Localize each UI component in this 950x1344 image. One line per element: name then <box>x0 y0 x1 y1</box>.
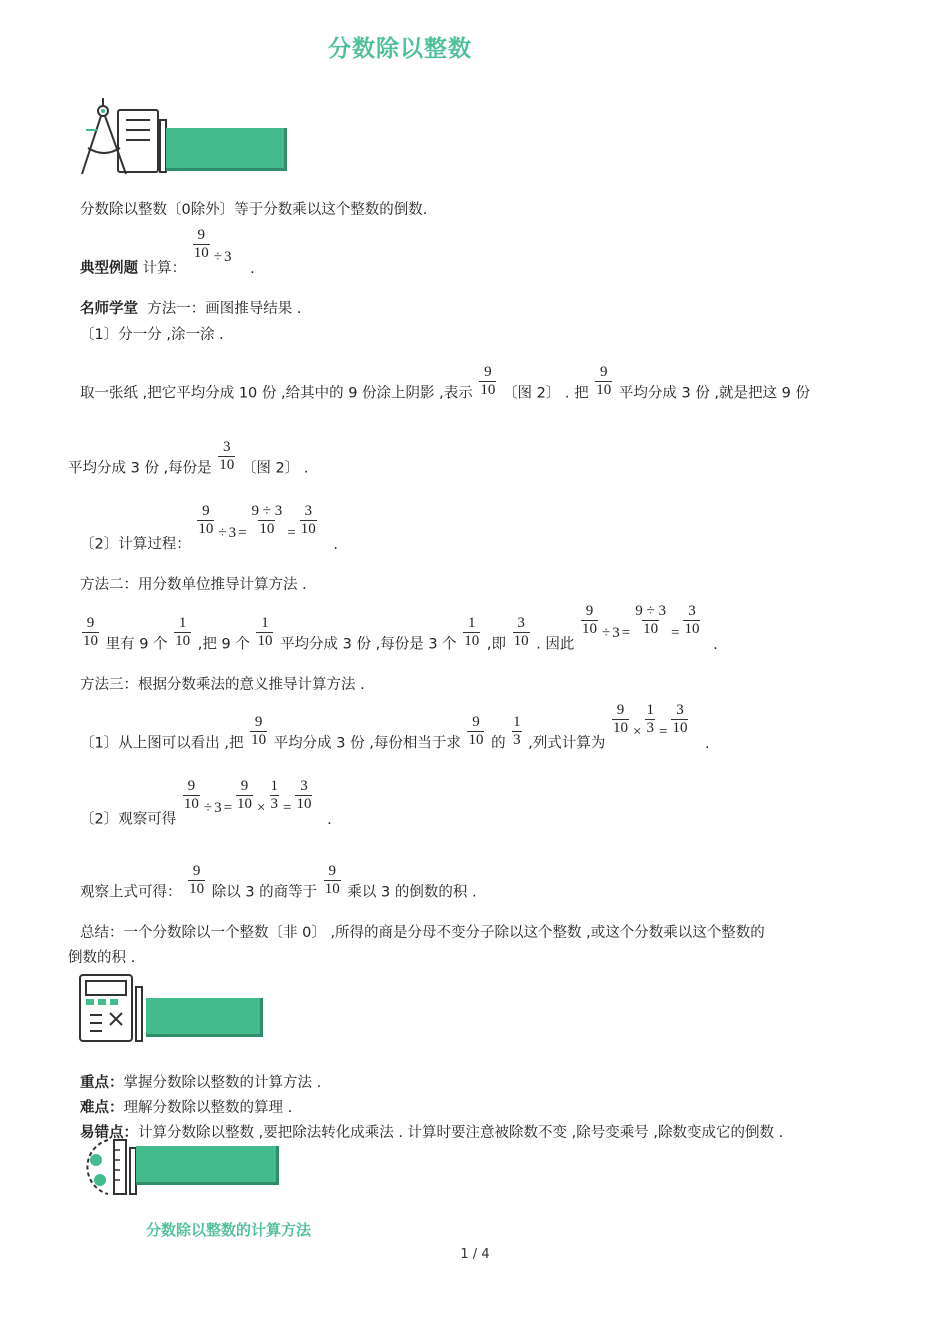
key-point-difficulty: 难点：理解分数除以整数的算理 . <box>80 1100 293 1116</box>
example-text: 计算： <box>142 260 187 277</box>
summary-line2: 倒数的积 . <box>68 950 136 966</box>
method3-title: 方法三：根据分数乘法的意义推导计算方法 . <box>80 677 365 693</box>
step1-title: 〔1〕分一分 ,涂一涂 . <box>80 327 224 343</box>
example-label: 典型例题 <box>80 260 138 277</box>
method-head: 名师学堂 方法一：画图推导结果 . <box>80 301 302 317</box>
calculator-icon <box>78 973 148 1045</box>
example-line: 典型例题 计算： $\frac{9}{10}$ ÷ 3 . <box>80 227 255 277</box>
rule-text: 分数除以整数〔0除外〕等于分数乘以这个整数的倒数. <box>80 202 428 218</box>
method2-title: 方法二：用分数单位推导计算方法 . <box>80 577 307 593</box>
fraction-9-10: $\frac{9}{10}$ <box>596 364 612 398</box>
step2-line: 〔2〕计算过程： $\frac{9}{10}$ ÷ 3 = $\frac{9 \div 3}{10}$ = $\frac{3}{10}$ . <box>80 503 338 553</box>
page-number: 1 / 4 <box>460 1247 490 1262</box>
method3-step2: 〔2〕观察可得 $\frac{9}{10}$ ÷ 3 = $\frac{9}{10}$ × $\frac{1}{3}$ = $\frac{3}{10}$ . <box>80 778 332 828</box>
para1-line2: 平均分成 3 份 ,每份是 $\frac{3}{10}$ 〔图 2〕 . <box>68 439 309 477</box>
section-title: 分数除以整数的计算方法 <box>146 1221 312 1239</box>
method-label: 名师学堂 <box>80 301 138 317</box>
observe-line: 观察上式可得： $\frac{9}{10}$ 除以 3 的商等于 $\frac{9}{10}$ 乘以 3 的倒数的积 . <box>80 863 477 901</box>
page-title: 分数除以整数 <box>328 36 472 62</box>
method2-line: $\frac{9}{10}$ 里有 9 个 $\frac{1}{10}$ ,把 9 个 $\frac{1}{10}$ 平均分成 3 份 ,每份是 3 个 $\frac{1}{10}$ ,即 $\frac{3}{10}$ . 因此 $\frac{9}{10}$ ÷ 3 = $\frac{9 \div 3}{10}$ = $\frac{3}{10}$ . <box>83 603 718 653</box>
method3-step1: 〔1〕从上图可以看出 ,把 $\frac{9}{10}$ 平均分成 3 份 ,每份相当于求 $\frac{9}{10}$ 的 $\frac{1}{3}$ ,列式计算为 $\frac{9}{10}$ × $\frac{1}{3}$ = $\frac{3}{10}$ . <box>80 702 710 752</box>
compass-ruler-icon <box>78 96 168 178</box>
key-point-pitfall: 易错点：计算分数除以整数 ,要把除法转化成乘法 . 计算时要注意被除数不变 ,除号变乘号 ,除数变成它的倒数 . <box>80 1125 784 1141</box>
section-banner-3 <box>136 1146 279 1185</box>
section-banner-1 <box>166 128 287 171</box>
para1-line1: 取一张纸 ,把它平均分成 10 份 ,给其中的 9 份涂上阴影 ,表示 $\frac{9}{10}$ 〔图 2〕 . 把 $\frac{9}{10}$ 平均分成 3 份 ,就是把这 9 份 <box>80 364 810 402</box>
summary-line1: 总结：一个分数除以一个整数〔非 0〕 ,所得的商是分母不变分子除以这个整数 ,或这个分数乘以这个整数的 <box>80 925 765 941</box>
fraction-9-10: $\frac{9}{10}$ <box>480 364 496 398</box>
key-point-focus: 重点：掌握分数除以整数的计算方法 . <box>80 1075 322 1091</box>
step2-equation: $\frac{9}{10}$ ÷ 3 = $\frac{9 \div 3}{10}$ = $\frac{3}{10}$ <box>198 503 316 541</box>
fraction-3-10: $\frac{3}{10}$ <box>219 439 235 473</box>
example-expression: $\frac{9}{10}$ ÷ 3 <box>193 227 232 265</box>
section-banner-2 <box>146 998 263 1037</box>
ruler-protractor-icon <box>78 1136 140 1198</box>
